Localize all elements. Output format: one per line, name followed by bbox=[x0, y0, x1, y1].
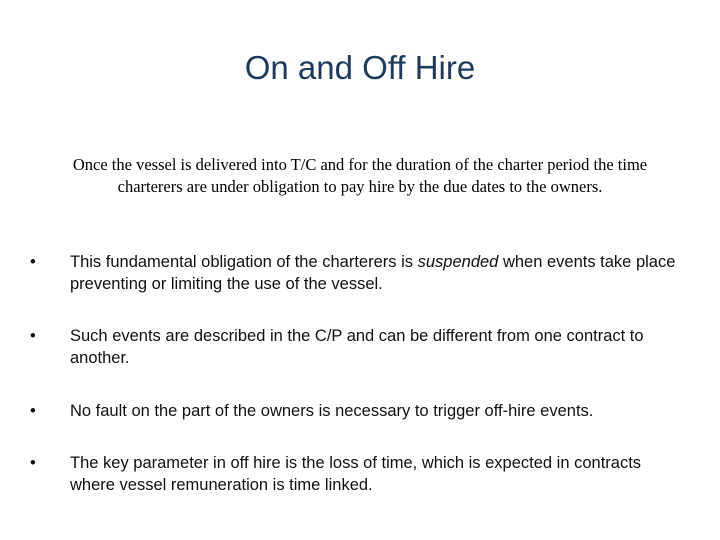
bullet-marker: • bbox=[30, 402, 36, 420]
bullet-marker: • bbox=[30, 454, 36, 472]
bullet-text bbox=[70, 251, 680, 295]
bullet-text-emphasis: suspended bbox=[417, 253, 499, 271]
bullet-text: No fault on the part of the owners is necessary to trigger off-hire events. bbox=[70, 402, 594, 420]
slide-title: On and Off Hire bbox=[244, 49, 476, 86]
bullet-item bbox=[30, 452, 680, 496]
bullet-text-before: This fundamental obligation of the charterers is bbox=[70, 253, 418, 271]
bullet-text: The key parameter in off hire is the loss of time, which is expected in contracts where vessel remuneration is time linked. bbox=[70, 454, 642, 494]
bullet-text-after: when events take place preventing or limiting the use of the vessel. bbox=[70, 253, 676, 293]
bullet-text: Such events are described in the C/P and can be different from one contract to another. bbox=[70, 327, 644, 367]
bullet-item bbox=[30, 400, 680, 422]
intro-paragraph: Once the vessel is delivered into T/C and for the duration of the charter period the time charterers are under obligation to pay hire by the due dates to the owners. bbox=[72, 155, 648, 196]
bullet-marker: • bbox=[30, 253, 36, 271]
bullet-item bbox=[30, 251, 680, 295]
bullet-item bbox=[30, 325, 680, 369]
bullet-marker: • bbox=[30, 327, 36, 345]
